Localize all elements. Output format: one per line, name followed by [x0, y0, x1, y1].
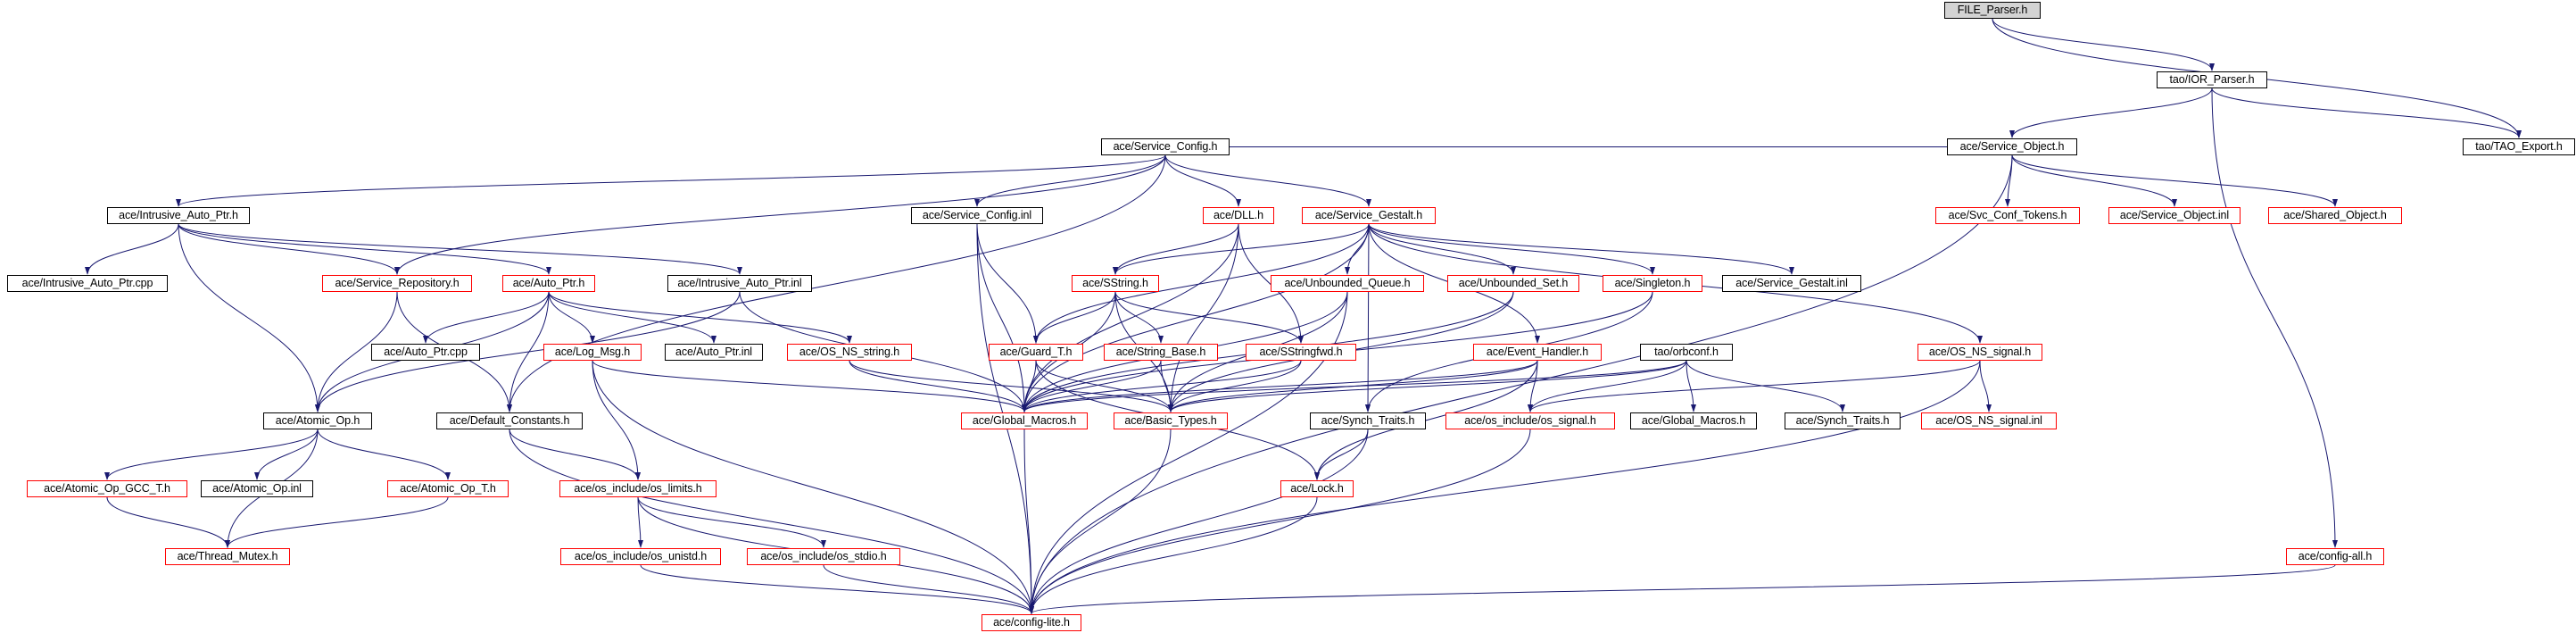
graph-node-label: ace/Auto_Ptr.inl — [675, 346, 752, 359]
graph-edge — [1369, 224, 1652, 274]
graph-node-n37[interactable] — [1630, 412, 1757, 429]
graph-edge — [1024, 429, 1031, 613]
graph-node-label: ace/Unbounded_Set.h — [1458, 277, 1569, 290]
graph-edge — [1171, 361, 1537, 412]
graph-edge — [1171, 361, 1686, 412]
graph-node-label: ace/Synch_Traits.h — [1321, 414, 1415, 428]
graph-edge — [1024, 361, 1036, 412]
graph-node-label: ace/Shared_Object.h — [2283, 209, 2387, 222]
graph-edge — [1686, 361, 1694, 412]
graph-node-n33[interactable] — [961, 412, 1088, 429]
graph-node-n22[interactable] — [543, 344, 642, 361]
graph-edge — [1369, 224, 1792, 274]
graph-node-n41[interactable] — [201, 480, 313, 497]
graph-node-n38[interactable] — [1785, 412, 1901, 429]
graph-edge — [592, 361, 1024, 412]
graph-edge — [1992, 19, 2212, 71]
graph-edge — [1530, 361, 1537, 412]
graph-edge — [2212, 88, 2335, 547]
graph-node-label: ace/Atomic_Op.h — [275, 414, 360, 428]
graph-node-n42[interactable] — [387, 480, 509, 497]
graph-edge — [318, 429, 448, 479]
graph-node-n39[interactable] — [1921, 412, 2057, 429]
graph-node-n27[interactable] — [1246, 344, 1356, 361]
graph-edge — [849, 361, 1024, 412]
graph-node-n21[interactable] — [371, 344, 480, 361]
graph-node-n28[interactable] — [1473, 344, 1602, 361]
graph-node-label: ace/Log_Msg.h — [554, 346, 631, 359]
graph-edge — [2212, 88, 2519, 137]
graph-node-n13[interactable] — [322, 275, 472, 292]
graph-node-n1[interactable] — [2157, 71, 2267, 88]
graph-node-label: ace/Service_Config.h — [1113, 140, 1218, 154]
graph-edge — [1686, 361, 1843, 412]
graph-node-n40[interactable] — [27, 480, 187, 497]
graph-node-label: ace/config-all.h — [2298, 550, 2373, 563]
graph-edge — [178, 224, 549, 274]
graph-edge — [1031, 565, 2335, 613]
graph-node-n46[interactable] — [560, 548, 721, 565]
graph-node-label: ace/Service_Config.inl — [922, 209, 1032, 222]
graph-node-n11[interactable] — [1302, 207, 1436, 224]
graph-edge — [1031, 361, 1980, 613]
graph-edge — [824, 565, 1031, 613]
graph-edge — [1031, 429, 1171, 613]
graph-edge — [509, 429, 638, 479]
graph-node-label: ace/Auto_Ptr.cpp — [384, 346, 468, 359]
graph-node-n24[interactable] — [787, 344, 912, 361]
graph-edge — [1317, 429, 1368, 479]
graph-node-n25[interactable] — [989, 344, 1083, 361]
graph-edge — [638, 497, 824, 547]
graph-edge — [1115, 224, 1369, 274]
graph-edge — [509, 429, 1031, 613]
graph-node-label: ace/Global_Macros.h — [1641, 414, 1746, 428]
graph-edge — [1024, 361, 1161, 412]
graph-node-label: ace/String_Base.h — [1115, 346, 1206, 359]
graph-edge — [1031, 497, 1317, 613]
graph-edge — [1171, 361, 1301, 412]
graph-node-n34[interactable] — [1114, 412, 1228, 429]
graph-node-n2[interactable] — [2463, 138, 2575, 155]
graph-node-n9[interactable] — [911, 207, 1043, 224]
graph-node-label: tao/TAO_Export.h — [2475, 140, 2563, 154]
graph-node-n16[interactable] — [1072, 275, 1159, 292]
graph-node-label: ace/Intrusive_Auto_Ptr.h — [119, 209, 238, 222]
graph-node-label: ace/SString.h — [1082, 277, 1148, 290]
graph-node-label: ace/Service_Repository.h — [335, 277, 460, 290]
graph-node-n26[interactable] — [1104, 344, 1218, 361]
graph-edge — [509, 155, 1165, 412]
graph-node-label: ace/os_include/os_stdio.h — [760, 550, 887, 563]
graph-node-label: ace/Synch_Traits.h — [1795, 414, 1890, 428]
graph-node-n23[interactable] — [665, 344, 763, 361]
graph-edge — [1031, 155, 2012, 613]
graph-edge — [1024, 361, 1686, 412]
graph-node-n18[interactable] — [1447, 275, 1579, 292]
graph-edge — [178, 224, 397, 274]
graph-edge — [87, 224, 178, 274]
graph-edge — [397, 155, 1165, 274]
graph-node-label: ace/Event_Handler.h — [1486, 346, 1589, 359]
graph-node-label: ace/Unbounded_Queue.h — [1284, 277, 1411, 290]
graph-edge — [1980, 361, 1989, 412]
graph-node-label: ace/Service_Gestalt.inl — [1735, 277, 1848, 290]
graph-node-label: ace/Service_Object.h — [1959, 140, 2065, 154]
graph-node-n47[interactable] — [747, 548, 900, 565]
graph-edge — [641, 565, 1031, 613]
graph-node-n4[interactable] — [1101, 138, 1230, 155]
graph-edge — [1171, 224, 1238, 412]
graph-node-n5[interactable] — [1935, 207, 2080, 224]
graph-node-label: ace/Service_Object.inl — [2119, 209, 2230, 222]
graph-edge — [1024, 224, 1369, 412]
graph-edge — [1161, 361, 1171, 412]
graph-node-n43[interactable] — [559, 480, 716, 497]
graph-node-label: ace/Atomic_Op.inl — [212, 482, 302, 496]
graph-node-n8[interactable] — [107, 207, 250, 224]
graph-node-n3[interactable] — [1947, 138, 2077, 155]
graph-edge — [1530, 361, 1686, 412]
graph-node-n17[interactable] — [1271, 275, 1424, 292]
graph-edge — [1368, 224, 1369, 412]
graph-node-label: ace/os_include/os_signal.h — [1464, 414, 1596, 428]
graph-edge — [1031, 292, 1347, 613]
graph-edge — [2008, 155, 2012, 206]
graph-node-label: ace/OS_NS_signal.inl — [1935, 414, 2042, 428]
graph-node-label: ace/Singleton.h — [1614, 277, 1691, 290]
graph-node-n20[interactable] — [1722, 275, 1861, 292]
graph-edge — [849, 361, 1171, 412]
graph-node-n30[interactable] — [1918, 344, 2042, 361]
graph-edge — [2012, 155, 2174, 206]
graph-edge — [592, 361, 638, 479]
graph-edge — [2012, 155, 2335, 206]
graph-edge — [1024, 361, 1537, 412]
graph-node-label: ace/Intrusive_Auto_Ptr.inl — [677, 277, 802, 290]
graph-node-label: ace/Basic_Types.h — [1124, 414, 1217, 428]
graph-node-n19[interactable] — [1603, 275, 1702, 292]
graph-node-n12[interactable] — [7, 275, 168, 292]
graph-edge — [1036, 292, 1115, 343]
graph-edge — [977, 224, 1036, 343]
graph-node-label: ace/Thread_Mutex.h — [177, 550, 278, 563]
graph-node-label: FILE_Parser.h — [1957, 4, 2028, 17]
graph-node-label: ace/Atomic_Op_GCC_T.h — [44, 482, 170, 496]
graph-node-label: ace/os_include/os_limits.h — [574, 482, 702, 496]
graph-node-n36[interactable] — [1445, 412, 1615, 429]
graph-node-label: ace/SStringfwd.h — [1259, 346, 1343, 359]
graph-edge — [1115, 292, 1301, 343]
graph-edge — [1024, 224, 1238, 412]
graph-node-n32[interactable] — [436, 412, 583, 429]
graph-node-n10[interactable] — [1203, 207, 1274, 224]
graph-edge — [1031, 429, 1530, 613]
graph-node-label: ace/config-lite.h — [993, 616, 1070, 629]
graph-node-n6[interactable] — [2108, 207, 2241, 224]
graph-node-label: ace/Default_Constants.h — [449, 414, 570, 428]
graph-node-label: ace/DLL.h — [1213, 209, 1264, 222]
graph-edge — [549, 292, 592, 343]
graph-edge — [1165, 155, 1238, 206]
graph-node-label: ace/Lock.h — [1290, 482, 1344, 496]
graph-edge — [178, 224, 740, 274]
graph-node-label: ace/Svc_Conf_Tokens.h — [1948, 209, 2067, 222]
graph-edge — [549, 292, 714, 343]
graph-edge — [178, 224, 318, 412]
graph-edge — [426, 292, 549, 343]
graph-edge — [1530, 361, 1980, 412]
graph-edge — [1036, 361, 1171, 412]
graph-edge — [1024, 361, 1301, 412]
graph-edge — [2012, 88, 2212, 137]
graph-node-n14[interactable] — [502, 275, 595, 292]
graph-node-label: tao/IOR_Parser.h — [2169, 73, 2255, 87]
graph-edge — [107, 429, 318, 479]
graph-node-n7[interactable] — [2268, 207, 2402, 224]
graph-node-n15[interactable] — [667, 275, 812, 292]
graph-edge — [228, 497, 448, 547]
graph-node-label: ace/Global_Macros.h — [972, 414, 1077, 428]
graph-edge — [1165, 155, 1369, 206]
graph-node-n29[interactable] — [1640, 344, 1733, 361]
graph-edge — [1369, 224, 1513, 274]
graph-edge — [549, 292, 849, 343]
graph-edge — [178, 155, 1165, 206]
graph-node-label: ace/OS_NS_signal.h — [1928, 346, 2032, 359]
graph-edge — [257, 429, 318, 479]
graph-node-n44[interactable] — [1280, 480, 1354, 497]
graph-node-label: tao/orbconf.h — [1654, 346, 1719, 359]
graph-node-n49[interactable] — [982, 614, 1081, 631]
graph-edge — [1115, 292, 1161, 343]
graph-node-n48[interactable] — [2286, 548, 2384, 565]
graph-node-n35[interactable] — [1310, 412, 1426, 429]
graph-node-label: ace/Guard_T.h — [999, 346, 1073, 359]
graph-node-n45[interactable] — [165, 548, 290, 565]
graph-edge — [1115, 224, 1238, 274]
graph-edge — [107, 497, 228, 547]
graph-node-label: ace/Intrusive_Auto_Ptr.cpp — [21, 277, 153, 290]
graph-node-n0[interactable] — [1944, 2, 2041, 19]
graph-node-label: ace/OS_NS_string.h — [799, 346, 900, 359]
graph-edge — [1347, 224, 1369, 274]
graph-node-n31[interactable] — [263, 412, 372, 429]
graph-edge — [1031, 429, 1368, 613]
graph-edge — [977, 224, 1024, 412]
graph-edge — [638, 497, 641, 547]
graph-node-label: ace/os_include/os_unistd.h — [574, 550, 708, 563]
graph-node-label: ace/Atomic_Op_T.h — [400, 482, 496, 496]
graph-edge — [977, 155, 1165, 206]
graph-node-label: ace/Auto_Ptr.h — [512, 277, 585, 290]
graph-node-label: ace/Service_Gestalt.h — [1314, 209, 1423, 222]
